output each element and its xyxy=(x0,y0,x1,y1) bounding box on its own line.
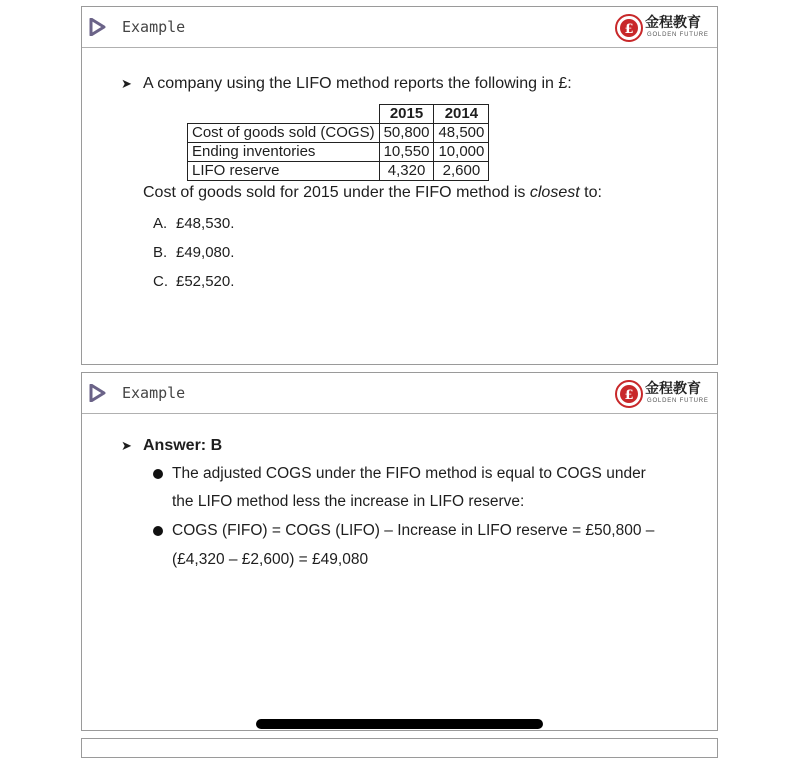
logo-english-text: GOLDEN FUTURE xyxy=(647,32,709,38)
golden-future-logo xyxy=(615,13,707,43)
cell-2015: 10,550 xyxy=(379,143,434,162)
play-icon xyxy=(88,18,106,36)
cell-2015: 4,320 xyxy=(379,162,434,181)
answer-bullet-2 xyxy=(172,522,654,540)
play-icon xyxy=(88,384,106,402)
bullet-dot-icon xyxy=(153,469,163,479)
option-text: £48,530. xyxy=(176,215,235,232)
question-intro-line xyxy=(121,75,572,93)
option-letter: C. xyxy=(153,273,168,290)
table-row xyxy=(188,143,489,162)
answer-heading: Answer: B xyxy=(143,437,223,454)
answer-text: COGS (FIFO) = COGS (LIFO) – Increase in LIFO reserve = £50,800 – xyxy=(172,522,655,539)
option-a[interactable] xyxy=(153,215,234,232)
table-corner-cell xyxy=(188,105,380,124)
slide-answer xyxy=(81,372,718,731)
cell-2014: 10,000 xyxy=(434,143,489,162)
row-label: Ending inventories xyxy=(188,143,380,162)
row-label: Cost of goods sold (COGS) xyxy=(188,124,380,143)
option-letter: A. xyxy=(153,215,168,232)
answer-text: the LIFO method less the increase in LIFO reserve: xyxy=(172,493,525,510)
arrowhead-bullet-icon: ➤ xyxy=(121,438,132,453)
svg-text:£: £ xyxy=(624,22,634,37)
option-text: £52,520. xyxy=(176,273,235,290)
slide-header xyxy=(82,373,717,414)
golden-future-logo-icon xyxy=(615,380,643,408)
answer-bullet-1 xyxy=(172,465,646,483)
option-letter: B. xyxy=(153,244,168,261)
answer-text: The adjusted COGS under the FIFO method is equal to COGS under xyxy=(172,465,646,482)
option-text: £49,080. xyxy=(176,244,235,261)
table-header-2014: 2014 xyxy=(434,105,489,124)
slide-question xyxy=(81,6,718,365)
question-intro: A company using the LIFO method reports the following in £: xyxy=(143,75,572,92)
prompt-emphasis: closest xyxy=(529,184,580,201)
table-header-2015: 2015 xyxy=(379,105,434,124)
answer-text: (£4,320 – £2,600) = £49,080 xyxy=(172,551,369,568)
prompt-text: Cost of goods sold for 2015 under the FIFO method is xyxy=(143,184,530,201)
cell-2015: 50,800 xyxy=(379,124,434,143)
answer-bullet-2-cont xyxy=(172,551,368,569)
horizontal-scrollbar[interactable] xyxy=(256,719,543,729)
row-label: LIFO reserve xyxy=(188,162,380,181)
slide-title: Example xyxy=(122,18,186,36)
golden-future-logo-icon xyxy=(615,14,643,42)
golden-future-logo xyxy=(615,379,707,409)
question-prompt xyxy=(143,184,602,202)
slide-header xyxy=(82,7,717,48)
slide-next-partial xyxy=(81,738,718,758)
logo-chinese-text: 金程教育 xyxy=(645,381,701,397)
svg-text:£: £ xyxy=(624,388,634,403)
logo-chinese-text: 金程教育 xyxy=(645,15,701,31)
prompt-text-end: to: xyxy=(579,184,602,201)
answer-heading-line xyxy=(121,437,222,455)
slide-title: Example xyxy=(122,384,186,402)
cell-2014: 48,500 xyxy=(434,124,489,143)
arrowhead-bullet-icon: ➤ xyxy=(121,76,132,91)
bullet-dot-icon xyxy=(153,526,163,536)
lifo-data-table xyxy=(187,104,489,181)
option-b[interactable] xyxy=(153,244,234,261)
option-c[interactable] xyxy=(153,273,234,290)
table-row xyxy=(188,124,489,143)
logo-english-text: GOLDEN FUTURE xyxy=(647,398,709,404)
table-header-row xyxy=(188,105,489,124)
answer-bullet-1-cont xyxy=(172,493,524,511)
table-row xyxy=(188,162,489,181)
cell-2014: 2,600 xyxy=(434,162,489,181)
